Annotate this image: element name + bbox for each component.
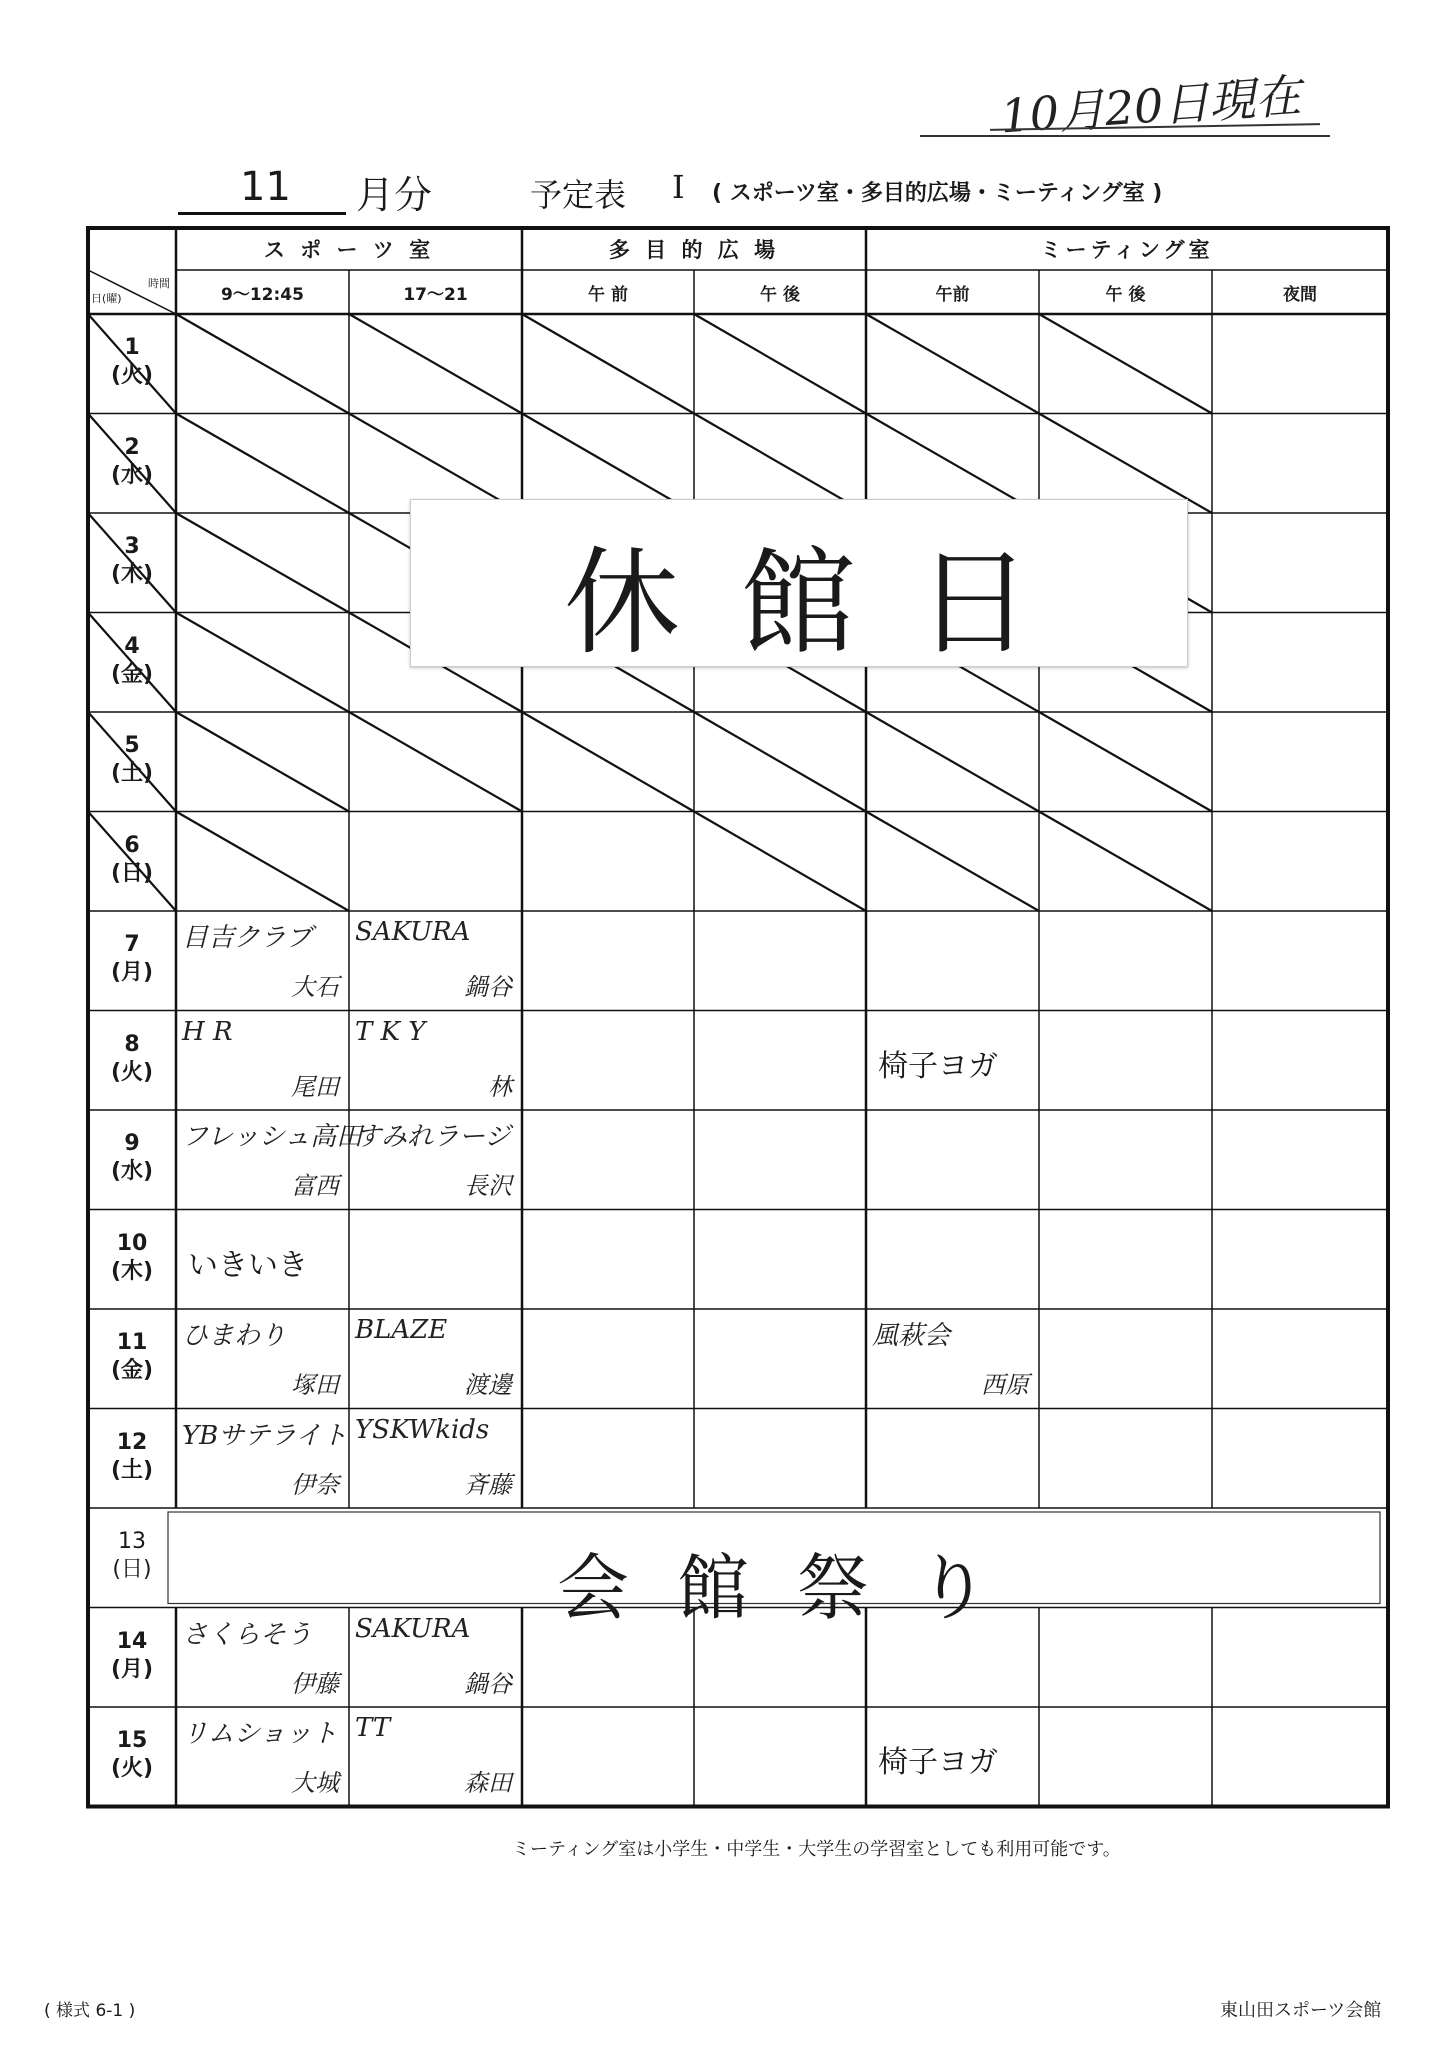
day-label	[88, 1230, 176, 1286]
booking-contact-name: 西原	[981, 1371, 1029, 1399]
slot-header: 午 後	[760, 285, 800, 305]
day-label	[88, 1727, 176, 1783]
day-of-week: (木)	[110, 562, 154, 587]
page-subtitle: ( スポーツ室・多目的広場・ミーティング室 )	[712, 181, 1163, 206]
day-number: 8	[124, 1031, 140, 1057]
day-number: 9	[124, 1131, 140, 1156]
unavailable-diagonal	[522, 712, 694, 812]
header-plaza: 多 目 的 広 場	[608, 238, 780, 262]
booking-contact-name: 鍋谷	[464, 973, 512, 1001]
day-of-week: (木)	[110, 1258, 154, 1284]
booking-group-name: フレッシュ高田	[182, 1122, 363, 1152]
booking-group-name: SAKURA	[355, 1613, 471, 1644]
unavailable-diagonal	[349, 314, 522, 414]
booking-contact-name: 林	[488, 1072, 512, 1101]
day-label	[88, 1528, 176, 1584]
unavailable-diagonal	[176, 513, 349, 613]
day-of-week: (火)	[110, 363, 154, 388]
day-label	[88, 931, 176, 987]
day-label	[88, 1429, 176, 1485]
day-label	[88, 1130, 176, 1186]
day-label	[88, 434, 176, 490]
booking-contact-name: 伊奈	[291, 1470, 339, 1499]
closed-label: 休館日	[564, 536, 1092, 671]
page-title-numeral: Ⅰ	[672, 168, 685, 206]
booking-contact-name: 塚田	[291, 1371, 339, 1399]
unavailable-diagonal	[866, 712, 1039, 812]
slot-header: 午前	[935, 285, 970, 305]
unavailable-diagonal	[176, 812, 349, 912]
day-number: 13	[118, 1529, 146, 1554]
slot-header: 夜間	[1283, 285, 1317, 305]
header-meeting-room: ミーティング室	[1040, 238, 1214, 262]
unavailable-diagonal	[866, 812, 1039, 912]
unavailable-diagonal	[176, 414, 349, 514]
booking-group-name: BLAZE	[355, 1315, 448, 1345]
booking-typed-label: 椅子ヨガ	[878, 1745, 998, 1780]
unavailable-diagonal	[1039, 314, 1212, 414]
unavailable-diagonal	[176, 613, 349, 713]
booking-group-name: ひまわり	[182, 1321, 287, 1351]
booking-contact-name: 鍋谷	[464, 1669, 512, 1698]
booking-contact-name: 森田	[464, 1769, 512, 1797]
booking-typed-label: 椅子ヨガ	[878, 1048, 998, 1084]
booking-group-name: YBサテライト	[182, 1420, 348, 1451]
booking-group-name: YSKWkids	[355, 1414, 490, 1445]
booking-contact-name: 伊藤	[291, 1669, 339, 1698]
day-of-week: (火)	[110, 1059, 154, 1085]
day-of-week: (日)	[112, 1557, 152, 1582]
day-label	[88, 832, 176, 888]
month-number: 11	[240, 164, 291, 210]
day-number: 12	[116, 1429, 148, 1455]
slot-header: 午 前	[588, 285, 628, 305]
month-suffix: 月分	[356, 173, 433, 217]
day-of-week: (金)	[110, 661, 154, 687]
slot-header: 9～12:45	[221, 285, 304, 305]
unavailable-diagonal	[176, 314, 349, 414]
booking-group-name: TT	[355, 1713, 391, 1743]
day-of-week: (水)	[110, 1159, 154, 1184]
day-number: 15	[116, 1728, 148, 1753]
day-number: 11	[116, 1330, 148, 1355]
day-number: 4	[124, 633, 140, 659]
unavailable-diagonal	[694, 314, 866, 414]
booking-group-name: すみれラージ	[355, 1122, 511, 1152]
day-number: 5	[124, 733, 140, 758]
day-number: 1	[124, 335, 140, 360]
corner-time-label: 時間	[148, 277, 170, 290]
booking-group-name: 風萩会	[872, 1321, 951, 1351]
unavailable-diagonal	[522, 314, 694, 414]
unavailable-diagonal	[176, 712, 349, 812]
booking-contact-name: 渡邊	[464, 1371, 512, 1399]
booking-contact-name: 長沢	[464, 1172, 512, 1200]
day-label	[88, 533, 176, 589]
footnote: ミーティング室は小学生・中学生・大学生の学習室としても利用可能です。	[512, 1839, 1121, 1860]
day-number: 7	[124, 932, 140, 957]
day-label	[88, 1628, 176, 1684]
day-of-week: (月)	[110, 1656, 154, 1682]
booking-group-name: さくらそう	[182, 1619, 313, 1650]
header-sports-room: ス ポ ー ツ 室	[263, 238, 435, 262]
day-number: 10	[116, 1230, 148, 1256]
day-of-week: (土)	[110, 1457, 154, 1483]
day-number: 2	[124, 434, 140, 460]
day-label	[88, 1031, 176, 1087]
day-number: 3	[124, 534, 140, 559]
venue-name: 東山田スポーツ会館	[1220, 2000, 1382, 2021]
booking-group-name: リムショット	[182, 1719, 338, 1749]
day-label	[88, 633, 176, 689]
unavailable-diagonal	[694, 712, 866, 812]
booking-contact-name: 富西	[291, 1172, 339, 1200]
booking-group-name: SAKURA	[355, 917, 471, 947]
corner-day-label: 日(曜)	[91, 292, 122, 305]
booking-group-name: H R	[182, 1016, 233, 1047]
day-label	[88, 1329, 176, 1385]
booking-contact-name: 大石	[291, 973, 339, 1001]
booking-typed-label: いきいき	[188, 1247, 308, 1283]
day-label	[88, 334, 176, 390]
slot-header: 午 後	[1105, 285, 1146, 305]
day-of-week: (火)	[110, 1756, 154, 1781]
day-of-week: (土)	[110, 761, 154, 786]
booking-contact-name: 斉藤	[464, 1470, 512, 1499]
booking-contact-name: 尾田	[291, 1072, 339, 1101]
unavailable-diagonal	[1039, 712, 1212, 812]
festival-label: 会館祭り	[556, 1546, 1037, 1630]
slot-header: 17～21	[403, 285, 468, 305]
unavailable-diagonal	[866, 314, 1039, 414]
page-title: 予定表	[530, 176, 627, 214]
unavailable-diagonal	[1039, 812, 1212, 912]
booking-group-name: 目吉クラブ	[182, 923, 313, 953]
as-of-date-stamp: 10月20日現在	[998, 68, 1303, 144]
day-of-week: (金)	[110, 1358, 154, 1383]
booking-contact-name: 大城	[291, 1769, 339, 1797]
day-label	[88, 732, 176, 788]
unavailable-diagonal	[349, 712, 522, 812]
booking-group-name: T K Y	[355, 1016, 426, 1047]
day-of-week: (月)	[110, 960, 154, 985]
day-number: 6	[124, 832, 140, 858]
form-id: ( 様式 6-1 )	[44, 2001, 136, 2021]
day-number: 14	[116, 1628, 148, 1654]
unavailable-diagonal	[694, 812, 866, 912]
day-of-week: (水)	[110, 462, 154, 488]
day-of-week: (日)	[110, 860, 154, 886]
